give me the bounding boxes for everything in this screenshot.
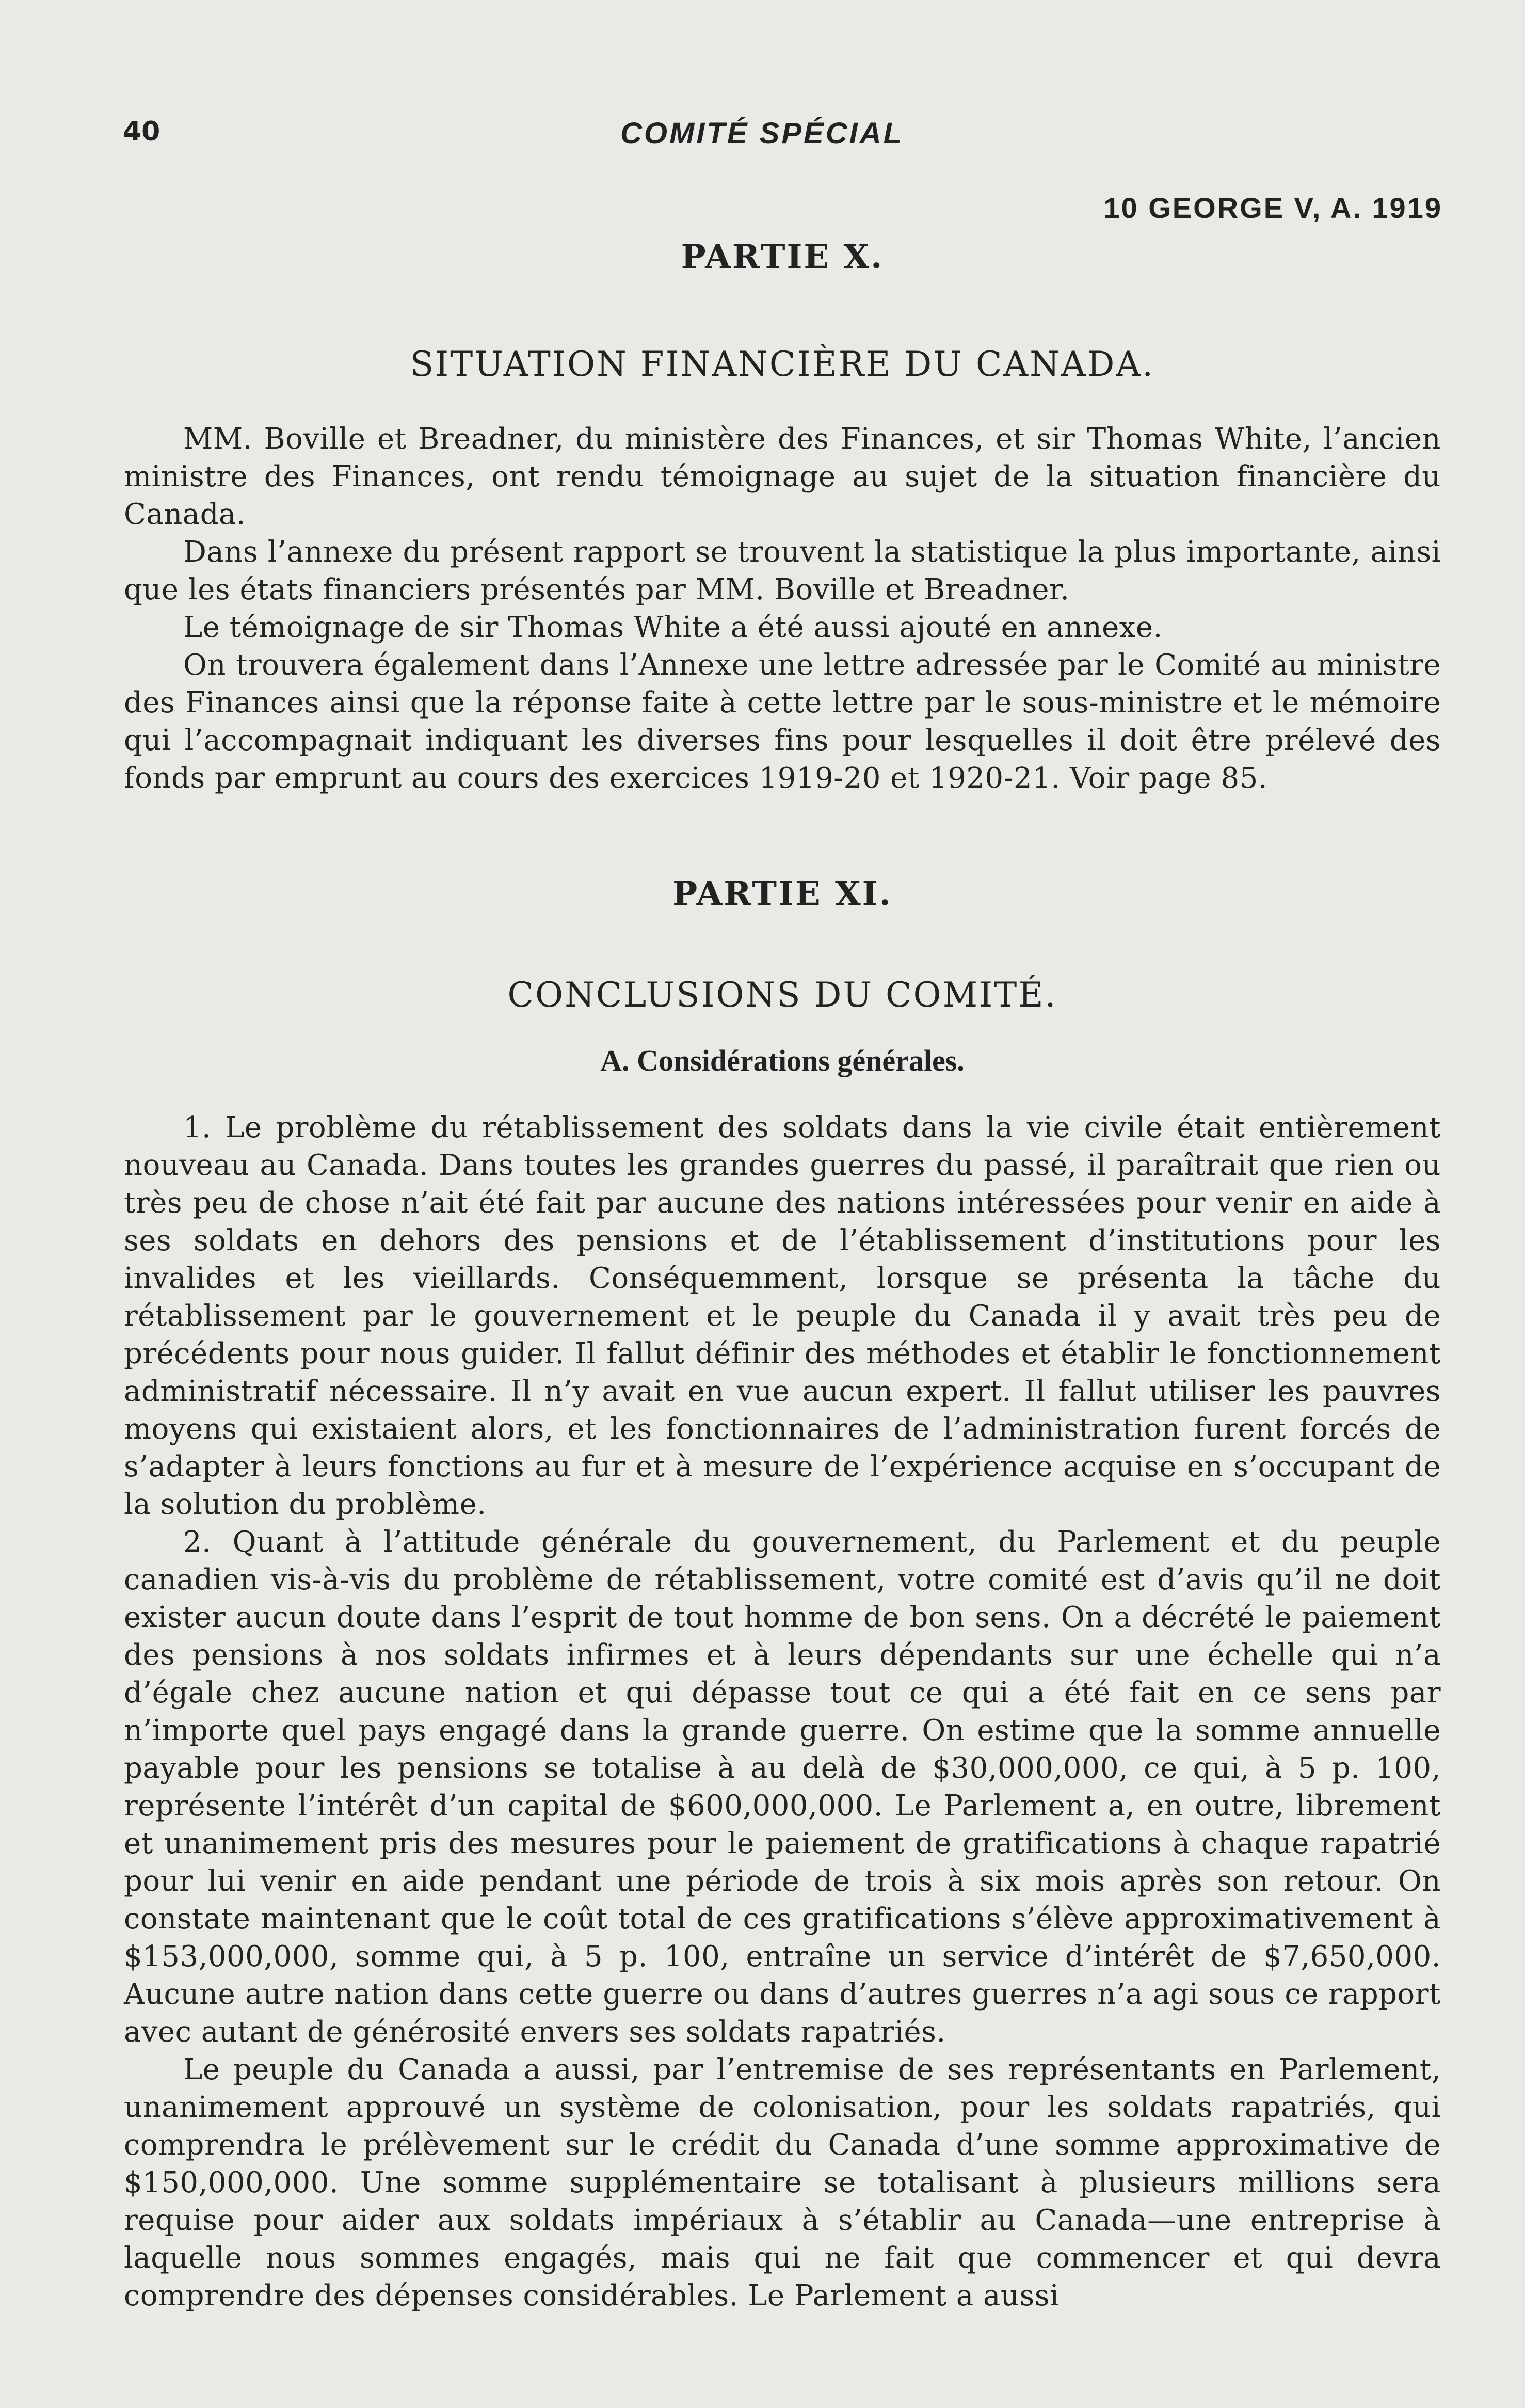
page-number: 40 [123, 116, 160, 147]
paragraph: Le peuple du Canada a aussi, par l’entremise de ses représentants en Parlement, unanimement approuvé un système de colonisation, pour les soldats rapatriés, qui comprendra le prélèvement sur le crédit du Canada d’une somme approximative de $150,000,000. Une somme supplémentaire se totalisant à plusieurs millions sera requise pour aider aux soldats impériaux à s’établir au Canada—une entreprise à laquelle nous sommes engagés, mais qui ne fait que commencer et qui devra comprendre des dépenses considérables. Le Parlement a aussi [124, 2053, 1441, 2313]
paragraph: 1. Le problème du rétablissement des soldats dans la vie civile était entièrement nouveau au Canada. Dans toutes les grandes guerres du passé, il paraîtrait que rien ou très peu de chose n’ait été fait par aucune des nations intéressées pour venir en aide à ses soldats en dehors des pensions et de l’établissement d’institutions pour les invalides et les vieillards. Conséquemment, lorsque se présenta la tâche du rétablissement par le gouvernement et le peuple du Canada il y avait très peu de précédents pour nous guider. Il fallut définir des méthodes et établir le fonctionnement administratif nécessaire. Il n’y avait en vue aucun expert. Il fallut utiliser les pauvres moyens qui existaient alors, et les fonctionnaires de l’administration furent forcés de s’adapter à leurs fonctions au fur et à mesure de l’expérience acquise en s’occupant de la solution du problème. [124, 1111, 1441, 1521]
session-label: 10 GEORGE V, A. 1919 [1103, 192, 1442, 224]
part-xi-heading: CONCLUSIONS DU COMITÉ. [507, 975, 1057, 1015]
part-x [124, 237, 1441, 797]
part-x-title: PARTIE X. [681, 237, 884, 276]
part-x-heading: SITUATION FINANCIÈRE DU CANADA. [410, 344, 1155, 384]
running-title: COMITÉ SPÉCIAL [620, 117, 904, 150]
part-xi [124, 874, 1441, 2315]
page-content [124, 237, 1441, 2315]
paragraph: Dans l’annexe du présent rapport se trouvent la statistique la plus importante, ainsi que les états financiers présentés par MM. Boville et Breadner. [124, 535, 1441, 607]
paragraph: On trouvera également dans l’Annexe une lettre adressée par le Comité au ministre des Finances ainsi que la réponse faite à cette lettre par le sous-ministre et le mémoire qui l’accompagnait indiquant les diverses fins pour lesquelles il doit être prélevé des fonds par emprunt au cours des exercices 1919-20 et 1920-21. Voir page 85. [124, 648, 1441, 795]
section-gap [124, 797, 1441, 874]
part-xi-subheading: A. Considérations générales. [600, 1044, 965, 1077]
paragraph: MM. Boville et Breadner, du ministère des Finances, et sir Thomas White, l’ancien ministre des Finances, ont rendu témoignage au sujet de la situation financière du Canada. [124, 422, 1441, 531]
running-head [123, 116, 1401, 157]
paragraph: Le témoignage de sir Thomas White a été aussi ajouté en annexe. [183, 611, 1163, 644]
paragraph: 2. Quant à l’attitude générale du gouvernement, du Parlement et du peuple canadien vis-à-vis du problème de rétablissement, votre comité est d’avis qu’il ne doit exister aucun doute dans l’esprit de tout homme de bon sens. On a décrété le paiement des pensions à nos soldats infirmes et à leurs dépendants sur une échelle qui n’a d’égale chez aucune nation et qui dépasse tout ce qui a été fait en ce sens par n’importe quel pays engagé dans la grande guerre. On estime que la somme annuelle payable pour les pensions se totalise à au delà de $30,000,000, ce qui, à 5 p. 100, représente l’intérêt d’un capital de $600,000,000. Le Parlement a, en outre, librement et unanimement pris des mesures pour le paiement de gratifications à chaque rapatrié pour lui venir en aide pendant une période de trois à six mois après son retour. On constate maintenant que le coût total de ces gratifications s’élève approximativement à $153,000,000, somme qui, à 5 p. 100, entraîne un service d’intérêt de $7,650,000. Aucune autre nation dans cette guerre ou dans d’autres guerres n’a agi sous ce rapport avec autant de générosité envers ses soldats rapatriés. [124, 1525, 1441, 2049]
part-xi-title: PARTIE XI. [672, 874, 892, 913]
